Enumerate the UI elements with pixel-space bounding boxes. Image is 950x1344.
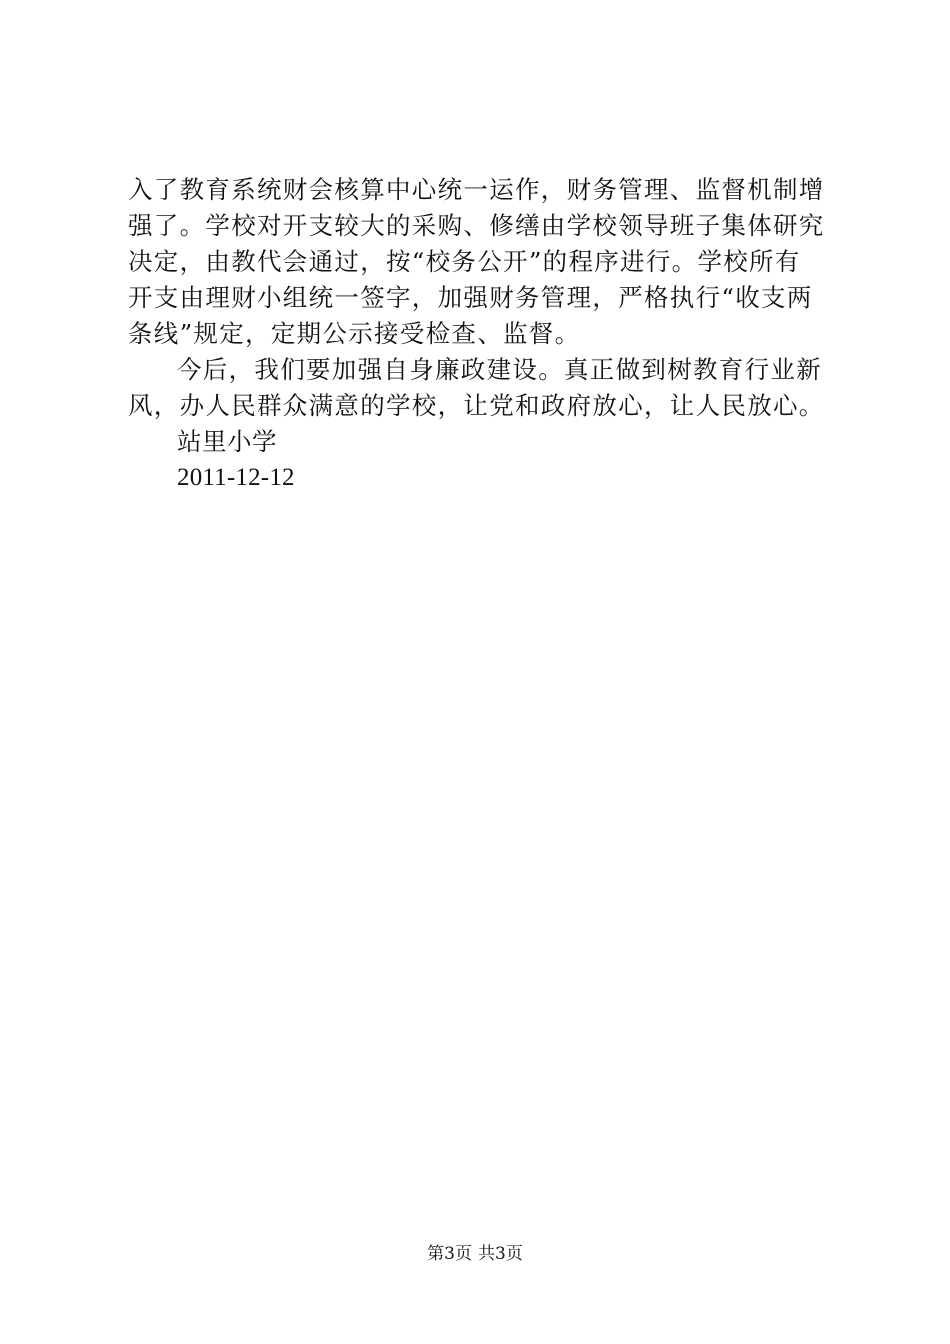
paragraph-line: 风，办人民群众满意的学校，让党和政府放心，让人民放心。	[128, 391, 825, 420]
paragraph-line: 开支由理财小组统一签字，加强财务管理，严格执行“收支两	[128, 283, 813, 312]
page-number: 第3页	[427, 1244, 472, 1264]
document-body	[128, 172, 834, 496]
signature: 站里小学	[177, 427, 277, 456]
paragraph-line: 条线”规定，定期公示接受检查、监督。	[128, 319, 581, 348]
paragraph-line: 决定，由教代会通过，按“校务公开”的程序进行。学校所有	[128, 247, 801, 276]
page-footer	[0, 1242, 950, 1266]
paragraph-line: 今后，我们要加强自身廉政建设。真正做到树教育行业新	[177, 355, 822, 384]
paragraph-line: 强了。学校对开支较大的采购、修缮由学校领导班子集体研究	[128, 211, 825, 240]
document-date: 2011-12-12	[177, 464, 295, 491]
page-total: 共3页	[478, 1244, 523, 1264]
paragraph-line: 入了教育系统财会核算中心统一运作，财务管理、监督机制增	[128, 175, 825, 204]
